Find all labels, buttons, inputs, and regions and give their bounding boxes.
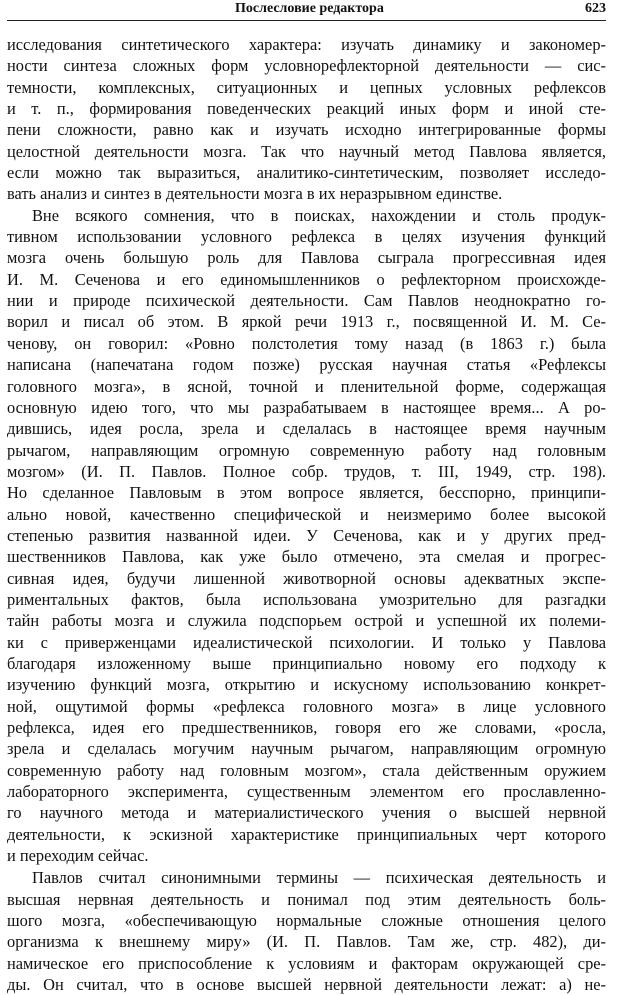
text-line: лабораторного эксперимента, существенным элементом его прославленно- <box>7 782 606 802</box>
text-line: риментальных фактов, была использована умозрительно для разгадки <box>7 589 606 609</box>
text-line: темности, комплексных, ситуационных и цепных условных рефлексов <box>7 77 606 97</box>
text-line: основную идею того, что мы разрабатываем в настоящее время... А ро- <box>7 397 606 417</box>
text-line: шого мозга, «обеспечивающую нормальные сложные отношения целого <box>7 911 606 931</box>
body-text <box>7 34 606 995</box>
text-line: степенью развития названной идеи. У Сеченова, как и у других пред- <box>7 525 606 545</box>
text-line: изучению функций мозга, открытию и искусному использованию конкрет- <box>7 675 606 695</box>
page-number: 623 <box>585 1 606 16</box>
text-line: намическое его приспособление к условиям и факторам окружающей сре- <box>7 953 606 973</box>
text-line: И. М. Сеченова и его единомышленников о рефлекторном происхожде- <box>7 269 606 289</box>
text-line: высшая нервная деятельность и понимал под этим деятельность боль- <box>7 889 606 909</box>
text-line: деятельности, к эскизной характеристике принципиальных черт которого <box>7 824 606 844</box>
text-line: ды. Он считал, что в основе высшей нервной деятельности лежат: а) не- <box>7 975 606 995</box>
paragraph-first-line: Павлов считал синонимными термины — психическая деятельность и <box>32 868 606 888</box>
text-line: и переходим сейчас. <box>7 846 149 866</box>
text-line: целостной деятельности мозга. Так что научный метод Павлова является, <box>7 141 606 161</box>
text-line: ченову, он говорил: «Ровно полстолетия тому назад (в 1863 г.) была <box>7 333 606 353</box>
running-title: Послесловие редактора <box>235 1 384 16</box>
text-line: дившись, идея росла, зрела и сделалась в настоящее время научным <box>7 419 606 439</box>
text-line: нии и природе психической деятельности. Сам Павлов неоднократно го- <box>7 291 606 311</box>
text-line: ки с приверженцами идеалистической психологии. И только у Павлова <box>7 632 606 652</box>
text-line: Но сделанное Павловым в этом вопросе является, бесспорно, принципи- <box>7 483 606 503</box>
text-line: тайн работы мозга и служила подспорьем острой и успешной их полеми- <box>7 611 606 631</box>
page-header <box>7 0 606 21</box>
text-line: если можно так выразиться, аналитико-синтетическим, позволяет исследо- <box>7 163 606 183</box>
text-line: благодаря изложенному выше принципиально новому его подходу к <box>7 653 606 673</box>
text-line: исследования синтетического характера: изучать динамику и закономер- <box>7 35 606 54</box>
text-line: мозга очень большую роль для Павлова сыграла прогрессивная идея <box>7 248 606 268</box>
text-line: шественников Павлова, как уже было отмечено, эта смелая и прогрес- <box>7 547 606 567</box>
text-line: го научного метода и материалистического учения о высшей нервной <box>7 803 606 823</box>
text-line: зрела и сделалась могучим научным рычагом, направляющим огромную <box>7 739 606 759</box>
text-line: ной, ощутимой формы «рефлекса головного мозга» в лице условного <box>7 696 606 716</box>
text-line: мозгом» (И. П. Павлов. Полное собр. трудов, т. III, 1949, стр. 198). <box>7 461 606 481</box>
text-line: вать анализ и синтез в деятельности мозга в их неразрывном единстве. <box>7 184 503 204</box>
text-line: пени сложности, равно как и изучать исходно интегрированные формы <box>7 120 606 140</box>
text-line: организма к внешнему миру» (И. П. Павлов. Там же, стр. 482), ди- <box>7 932 606 952</box>
text-line: сивная идея, будучи лишенной животворной основы адекватных экспе- <box>7 568 606 588</box>
text-line: ально новой, качественно специфической и неизмеримо более высокой <box>7 504 606 524</box>
text-line: рычагом, направляющим огромную современную работу над головным <box>7 440 606 460</box>
text-line: и т. п., формирования поведенческих реакций иных форм и иной сте- <box>7 99 606 119</box>
text-line: современную работу над головным мозгом», стала действенным оружием <box>7 760 606 780</box>
text-line: написана (напечатана годом позже) русская научная статья «Рефлексы <box>7 355 606 375</box>
text-line: головного мозга», в ясной, точной и пленительной форме, содержащая <box>7 376 606 396</box>
text-line: ности синтеза сложных форм условнорефлекторной деятельности — сис- <box>7 56 606 76</box>
text-line: тивном использовании условного рефлекса в целях изучения функций <box>7 227 606 247</box>
paragraph-first-line: Вне всякого сомнения, что в поисках, нахождении и столь продук- <box>32 205 606 225</box>
text-line: ворил и писал об этом. В яркой речи 1913 г., посвященной И. М. Се- <box>7 312 606 332</box>
text-line: рефлекса, идея его предшественников, говоря его же словами, «росла, <box>7 718 606 737</box>
